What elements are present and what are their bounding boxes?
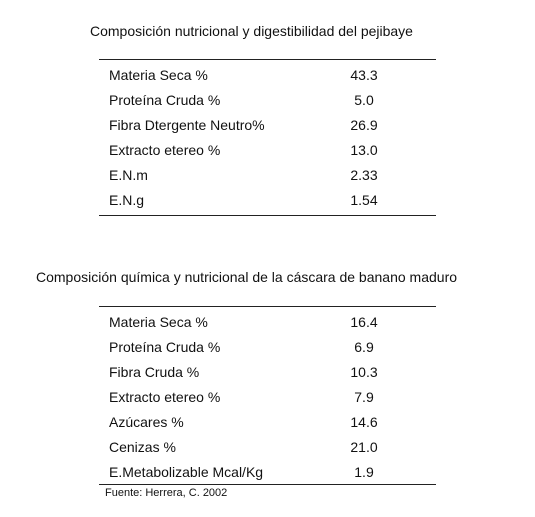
table-row [99, 459, 436, 484]
row-label: E.N.g [109, 192, 145, 208]
banana-peel-composition-table [99, 306, 436, 485]
table1-caption: Composición nutricional y digestibilidad del pejibaye [90, 23, 413, 39]
table-row [99, 309, 436, 334]
row-label: Materia Seca % [109, 67, 208, 83]
table-row [99, 334, 436, 359]
table-row [99, 359, 436, 384]
row-value: 5.0 [354, 92, 374, 108]
row-value: 14.6 [350, 414, 378, 430]
table-row [99, 187, 436, 212]
row-value: 1.54 [350, 192, 378, 208]
row-value: 10.3 [350, 364, 378, 380]
row-value: 7.9 [354, 389, 374, 405]
table-row [99, 112, 436, 137]
row-value: 26.9 [350, 117, 378, 133]
row-label: Fibra Dtergente Neutro% [109, 117, 265, 133]
row-label: E.Metabolizable Mcal/Kg [109, 464, 264, 480]
row-label: Extracto etereo % [109, 389, 221, 405]
row-label: Azúcares % [109, 414, 184, 430]
row-value: 21.0 [350, 439, 378, 455]
table-row [99, 137, 436, 162]
row-value: 16.4 [350, 314, 378, 330]
row-value: 43.3 [350, 67, 378, 83]
table-row [99, 434, 436, 459]
table-row [99, 87, 436, 112]
row-label: Extracto etereo % [109, 142, 221, 158]
table-row [99, 409, 436, 434]
row-value: 13.0 [350, 142, 378, 158]
row-label: E.N.m [109, 167, 148, 183]
row-label: Proteína Cruda % [109, 339, 221, 355]
row-label: Fibra Cruda % [109, 364, 200, 380]
row-label: Materia Seca % [109, 314, 208, 330]
pejibaye-nutrition-table [99, 59, 436, 216]
row-value: 1.9 [354, 464, 374, 480]
table-row [99, 384, 436, 409]
table-row [99, 62, 436, 87]
table2-caption: Composición química y nutricional de la cáscara de banano maduro [36, 269, 458, 285]
row-label: Proteína Cruda % [109, 92, 221, 108]
source-note: Fuente: Herrera, C. 2002 [105, 487, 228, 499]
row-label: Cenizas % [109, 439, 176, 455]
row-value: 6.9 [354, 339, 374, 355]
row-value: 2.33 [350, 167, 378, 183]
table-row [99, 162, 436, 187]
